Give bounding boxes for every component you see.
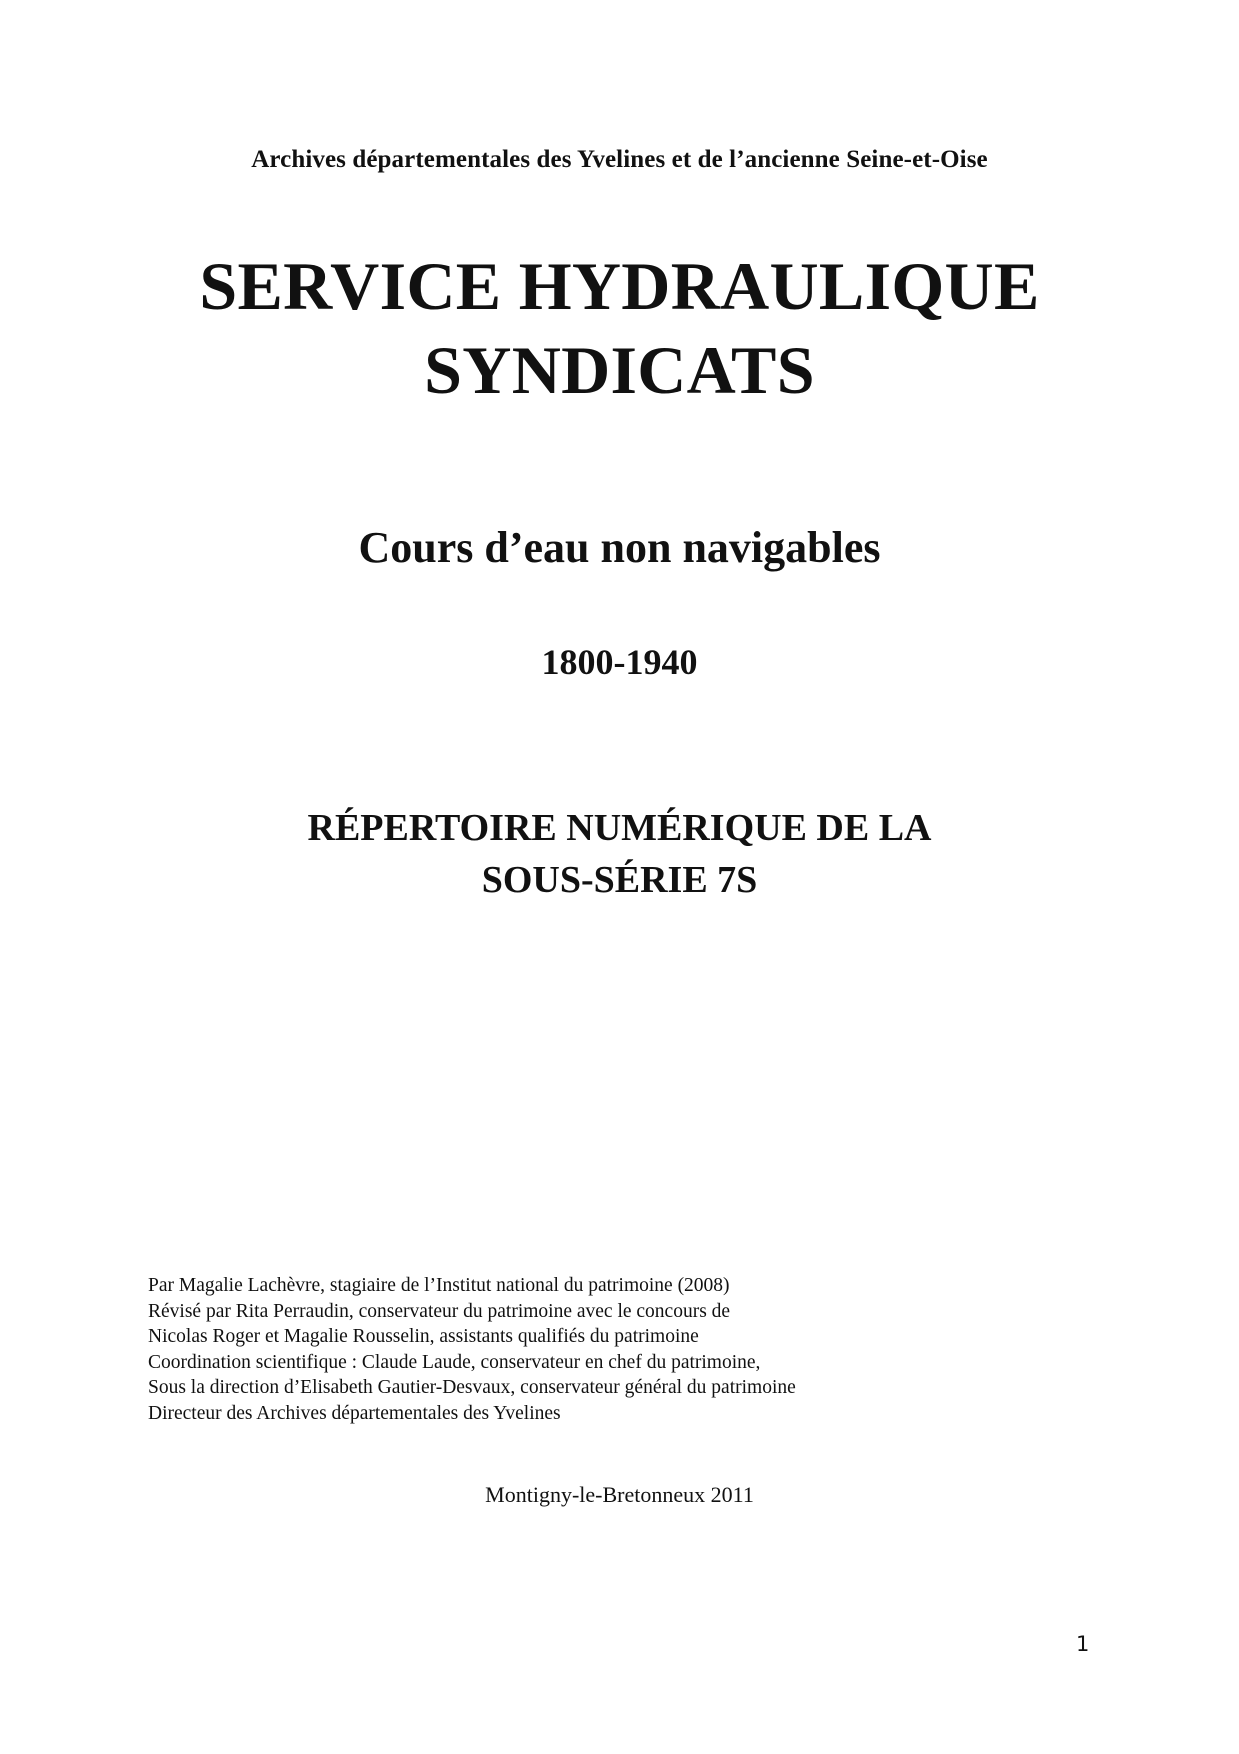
main-title-line-2: SYNDICATS — [424, 332, 815, 408]
place-and-date: Montigny-le-Bretonneux 2011 — [485, 1482, 754, 1507]
institution-header: Archives départementales des Yvelines et de l’ancienne Seine-et-Oise — [251, 146, 988, 173]
repertoire-line-2: SOUS-SÉRIE 7S — [481, 859, 758, 901]
main-title — [0, 244, 1239, 412]
credit-line: Nicolas Roger et Magalie Rousselin, assistants qualifiés du patrimoine — [148, 1326, 699, 1347]
subtitle: Cours d’eau non navigables — [358, 523, 881, 572]
credit-line: Coordination scientifique : Claude Laude, conservateur en chef du patrimoine, — [148, 1351, 761, 1373]
credit-line: Par Magalie Lachèvre, stagiaire de l’Institut national du patrimoine (2008) — [148, 1275, 730, 1296]
credit-line: Révisé par Rita Perraudin, conservateur du patrimoine avec le concours de — [148, 1300, 731, 1322]
credits-block — [148, 1273, 796, 1426]
page-number: 1 — [1076, 1632, 1090, 1656]
date-range: 1800-1940 — [541, 642, 698, 682]
credit-line: Directeur des Archives départementales des Yvelines — [148, 1402, 561, 1424]
repertoire-line-1: RÉPERTOIRE NUMÉRIQUE DE LA — [307, 807, 932, 849]
credit-line: Sous la direction d’Elisabeth Gautier-Desvaux, conservateur général du patrimoine — [148, 1377, 796, 1398]
repertoire-title — [0, 802, 1239, 906]
main-title-line-1: SERVICE HYDRAULIQUE — [199, 248, 1040, 324]
